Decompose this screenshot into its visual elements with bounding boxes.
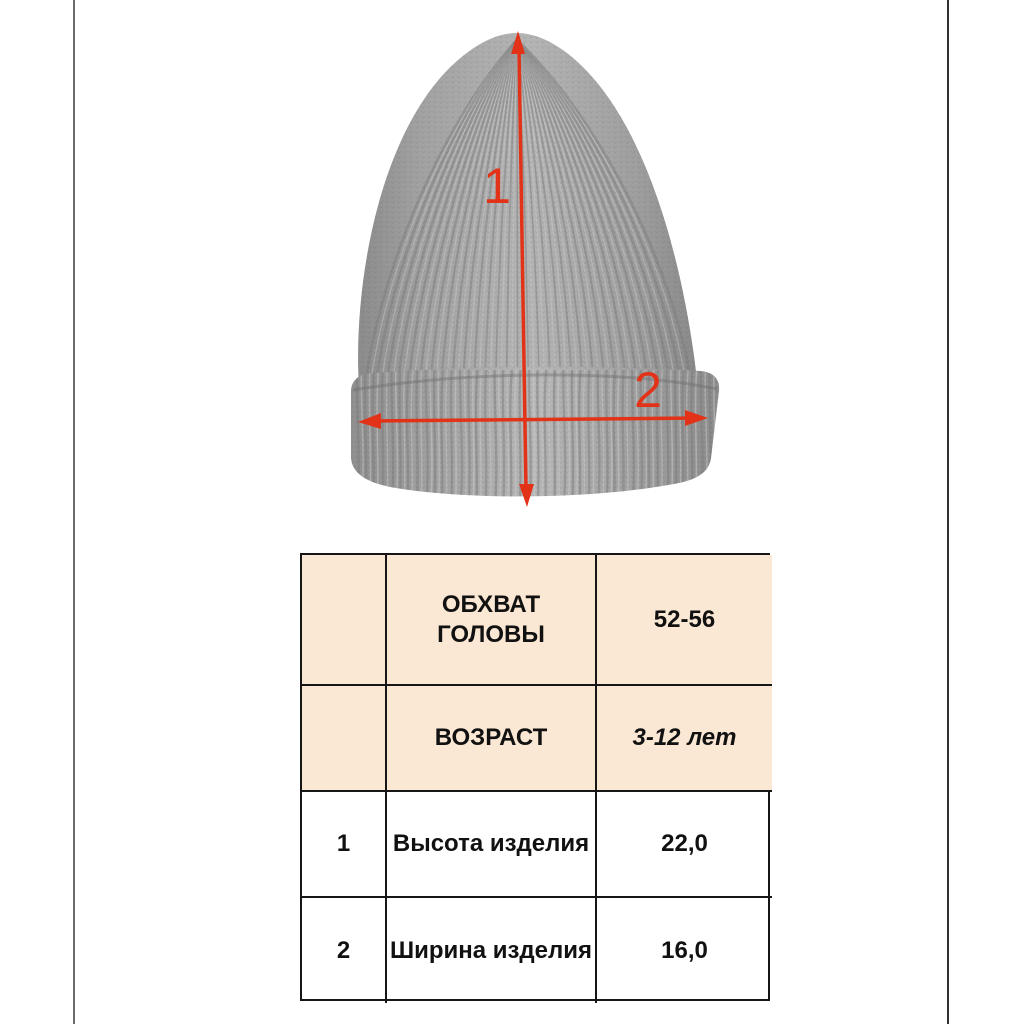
head-circumference-value: 52-56 [653,605,716,633]
head-circumference-value-cell [597,555,772,686]
height-row-number: 1 [336,830,351,857]
age-value: 3-12 лет [632,724,737,751]
width-row-label: Ширина изделия [389,936,593,964]
width-row-label-cell [387,898,597,1003]
height-row-value: 22,0 [661,830,708,857]
height-row-label-cell [387,792,597,898]
size-table [300,553,770,1001]
table-corner-cell [302,555,387,686]
head-circumference-label: ОБХВАТ ГОЛОВЫ [437,590,545,648]
width-row-value-cell [597,898,772,1003]
age-label: ВОЗРАСТ [434,724,548,751]
width-row-value: 16,0 [661,936,708,964]
age-label-cell [387,686,597,792]
age-value-cell [597,686,772,792]
height-row-number-cell [302,792,387,898]
height-label: 1 [483,158,511,214]
head-circumference-label-cell [387,555,597,686]
width-row-number: 2 [336,936,351,964]
height-row-label: Высота изделия [392,830,590,857]
hat-illustration [351,33,719,500]
age-num-cell [302,686,387,792]
width-label: 2 [634,362,662,418]
height-row-value-cell [597,792,772,898]
width-row-number-cell [302,898,387,1003]
